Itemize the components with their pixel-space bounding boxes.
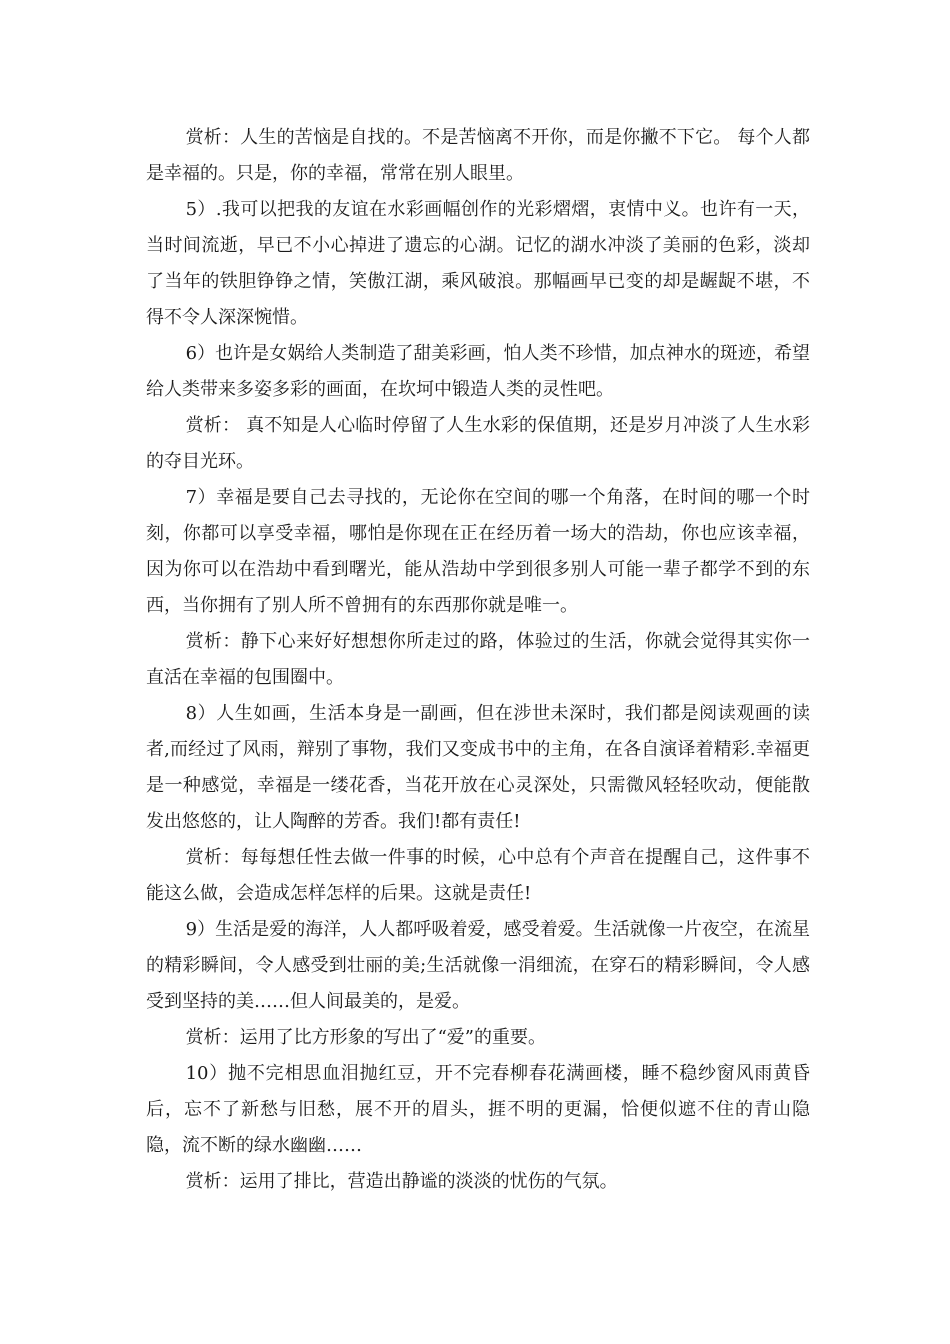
paragraph-item-7: 7）幸福是要自己去寻找的，无论你在空间的哪一个角落，在时间的哪一个时刻，你都可以享受幸福，哪怕是你现在正在经历着一场大的浩劫，你也应该幸福，因为你可以在浩劫中看到曙光，能从浩劫中学到很多别人可能一辈子都学不到的东西，当你拥有了别人所不曾拥有的东西那你就是唯一。 xyxy=(146,487,810,616)
paragraph-appreciation-9: 赏析：运用了比方形象的写出了“爱”的重要。 xyxy=(185,1027,546,1048)
paragraph-item-6: 6）也许是女娲给人类制造了甜美彩画，怕人类不珍惜，加点神水的斑迹，希望给人类带来多姿多彩的画面，在坎坷中锻造人类的灵性吧。 xyxy=(146,343,810,400)
paragraph-item-9: 9）生活是爱的海洋，人人都呼吸着爱，感受着爱。生活就像一片夜空，在流星的精彩瞬间，令人感受到壮丽的美;生活就像一涓细流，在穿石的精彩瞬间，令人感受到坚持的美……但人间最美的，是爱。 xyxy=(146,919,810,1012)
paragraph-appreciation-6: 赏析： 真不知是人心临时停留了人生水彩的保值期，还是岁月冲淡了人生水彩的夺目光环。 xyxy=(146,415,810,472)
paragraph-appreciation-7: 赏析：静下心来好好想想你所走过的路，体验过的生活，你就会觉得其实你一直活在幸福的包围圈中。 xyxy=(146,631,810,688)
paragraph-item-10: 10）抛不完相思血泪抛红豆，开不完春柳春花满画楼，睡不稳纱窗风雨黄昏后，忘不了新愁与旧愁，展不开的眉头，捱不明的更漏，恰便似遮不住的青山隐隐，流不断的绿水幽幽…… xyxy=(146,1063,810,1156)
document-body xyxy=(146,120,810,1200)
paragraph-appreciation-10: 赏析：运用了排比，营造出静谧的淡淡的忧伤的气氛。 xyxy=(185,1171,618,1192)
paragraph-appreciation-8: 赏析：每每想任性去做一件事的时候，心中总有个声音在提醒自己，这件事不能这么做，会造成怎样怎样的后果。这就是责任! xyxy=(146,847,810,904)
paragraph-item-8: 8）人生如画，生活本身是一副画，但在涉世未深时，我们都是阅读观画的读者,而经过了风雨，辩别了事物，我们又变成书中的主角，在各自演译着精彩.幸福更是一种感觉，幸福是一缕花香，当花开放在心灵深处，只需微风轻轻吹动，便能散发出悠悠的，让人陶醉的芳香。我们!都有责任! xyxy=(146,703,810,832)
paragraph-item-5: 5）.我可以把我的友谊在水彩画幅创作的光彩熠熠，衷情中义。也许有一天，当时间流逝，早已不小心掉进了遗忘的心湖。记忆的湖水冲淡了美丽的色彩，淡却了当年的铁胆铮铮之情，笑傲江湖，乘风破浪。那幅画早已变的却是龌龊不堪，不得不令人深深惋惜。 xyxy=(146,199,810,328)
paragraph-appreciation-4: 赏析：人生的苦恼是自找的。不是苦恼离不开你，而是你撇不下它。 每个人都是幸福的。只是，你的幸福，常常在别人眼里。 xyxy=(146,127,810,184)
